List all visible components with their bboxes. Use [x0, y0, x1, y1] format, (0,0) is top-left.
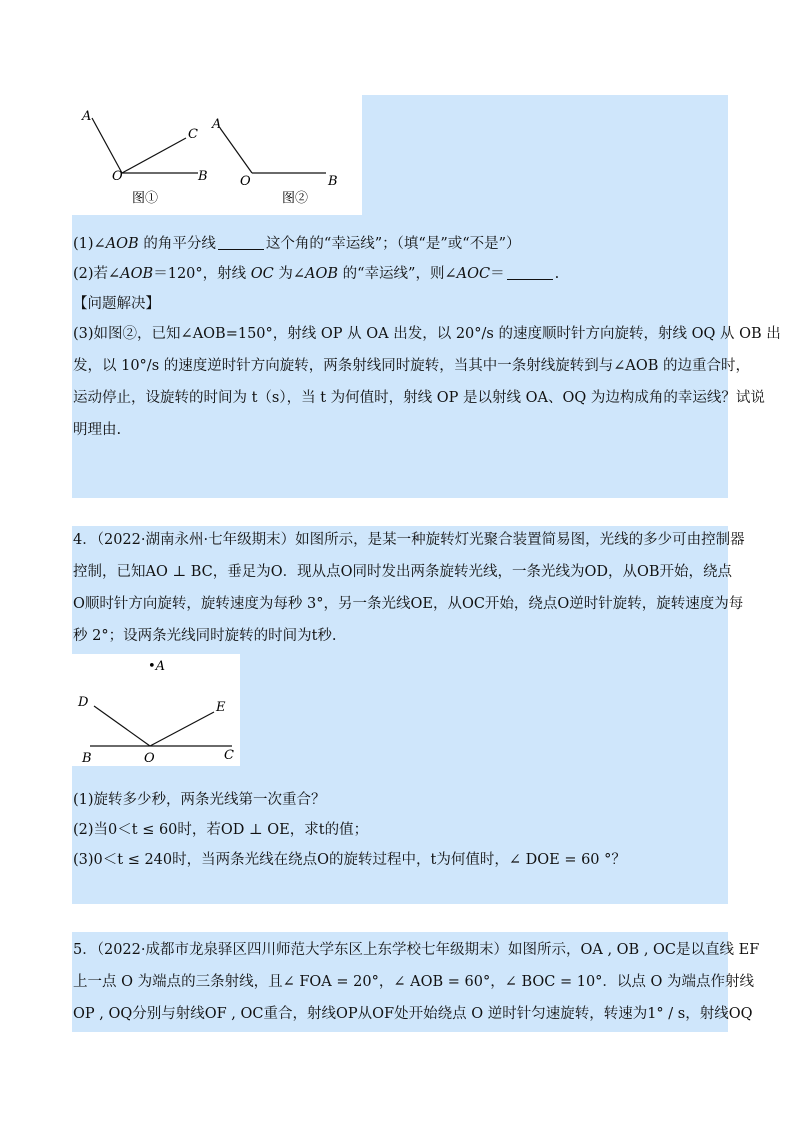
- fig-label-a: •A: [148, 659, 166, 674]
- p5-line-2: 上一点 O 为端点的三条射线，且∠ FOA = 20°，∠ AOB = 60°，∠ BOC = 10°．以点 O 为端点作射线: [73, 974, 755, 990]
- q2-angle: AOB: [120, 266, 154, 282]
- fig1-label-a: A: [82, 109, 92, 124]
- q1-post: 这个角的“幸运线”；（填“是”或“不是”）: [265, 236, 521, 252]
- fig-label-d: D: [78, 695, 89, 710]
- light-device-figure: [72, 654, 240, 766]
- p3-question-1: [73, 234, 521, 254]
- q2-angle-aoc: AOC: [456, 266, 491, 282]
- fig-label-e: E: [216, 700, 226, 715]
- q1-pre: (1)∠: [73, 236, 106, 252]
- fig-label-o: O: [144, 751, 155, 766]
- problem-solving-heading: 【问题解决】: [73, 296, 160, 312]
- angle-figures: [72, 95, 362, 215]
- p4-line-4: 秒 2°；设两条光线同时旋转的时间为t秒.: [73, 628, 337, 644]
- p4-line-1: 4．（2022·湖南永州·七年级期末）如图所示，是某一种旋转灯光聚合装置简易图，光线的多少可由控制器: [73, 532, 745, 548]
- angle-figures-svg: [72, 95, 362, 215]
- fig2-caption: 图②: [282, 191, 309, 206]
- q2-post: ＝: [490, 266, 505, 282]
- q1-mid: 的角平分线: [138, 236, 216, 252]
- p3-question-2: [73, 264, 559, 284]
- fig-label-c: C: [224, 748, 234, 763]
- fig1-caption: 图①: [132, 191, 159, 206]
- q2-angle-2: AOB: [305, 266, 339, 282]
- p4-question-1: (1)旋转多少秒，两条光线第一次重合？: [73, 792, 326, 808]
- p4-question-2: (2)当0＜t ≤ 60时，若OD ⊥ OE，求t的值；: [73, 822, 369, 838]
- p5-line-1: 5．（2022·成都市龙泉驿区四川师范大学东区上东学校七年级期末）如图所示，OA , OB , OC是以直线 EF: [73, 942, 760, 958]
- p3-question-3-line-4: 明理由.: [73, 422, 122, 438]
- light-device-svg: [72, 654, 240, 766]
- p3-question-3-line-1: (3)如图②，已知∠AOB=150°，射线 OP 从 OA 出发，以 20°/s 的速度顺时针方向旋转，射线 OQ 从 OB 出: [73, 326, 781, 342]
- p5-line-3: OP , OQ分别与射线OF , OC重合，射线OP从OF处开始绕点 O 逆时针匀速旋转，转速为1° / s，射线OQ: [73, 1006, 753, 1022]
- fig2-label-o: O: [240, 174, 251, 189]
- fig2-label-b: B: [328, 174, 338, 189]
- q2-mid-2: 的“幸运线”，则∠: [338, 266, 457, 282]
- p4-line-3: O顺时针方向旋转，旋转速度为每秒 3°，另一条光线OE，从OC开始，绕点O逆时针旋转，旋转速度为每: [73, 596, 744, 612]
- fig1-label-c: C: [188, 127, 198, 142]
- p4-line-2: 控制，已知AO ⊥ BC，垂足为O．现从点O同时发出两条旋转光线，一条光线为OD，从OB开始，绕点: [73, 564, 733, 580]
- p3-question-3-line-3: 运动停止，设旋转的时间为 t（s），当 t 为何值时，射线 OP 是以射线 OA、OQ 为边构成角的幸运线？试说: [73, 390, 765, 406]
- fig2-label-a: A: [212, 117, 222, 132]
- q2-end: .: [554, 266, 560, 282]
- q1-angle: AOB: [105, 236, 139, 252]
- p4-question-3: (3)0＜t ≤ 240时，当两条光线在绕点O的旋转过程中，t为何值时，∠ DOE = 60 °？: [73, 852, 626, 868]
- q2-mid: 为∠: [273, 266, 306, 282]
- fig1-label-o: O: [112, 169, 123, 184]
- fig1-label-b: B: [198, 169, 208, 184]
- fig-label-b: B: [82, 751, 92, 766]
- q2-ray: OC: [250, 266, 274, 282]
- q2-blank[interactable]: [507, 265, 553, 280]
- q2-eq: ＝120°，射线: [153, 266, 251, 282]
- p3-question-3-line-2: 发，以 10°/s 的速度逆时针方向旋转，两条射线同时旋转，当其中一条射线旋转到与∠AOB 的边重合时，: [73, 358, 751, 374]
- q2-pre: (2)若∠: [73, 266, 121, 282]
- q1-blank[interactable]: [218, 235, 264, 250]
